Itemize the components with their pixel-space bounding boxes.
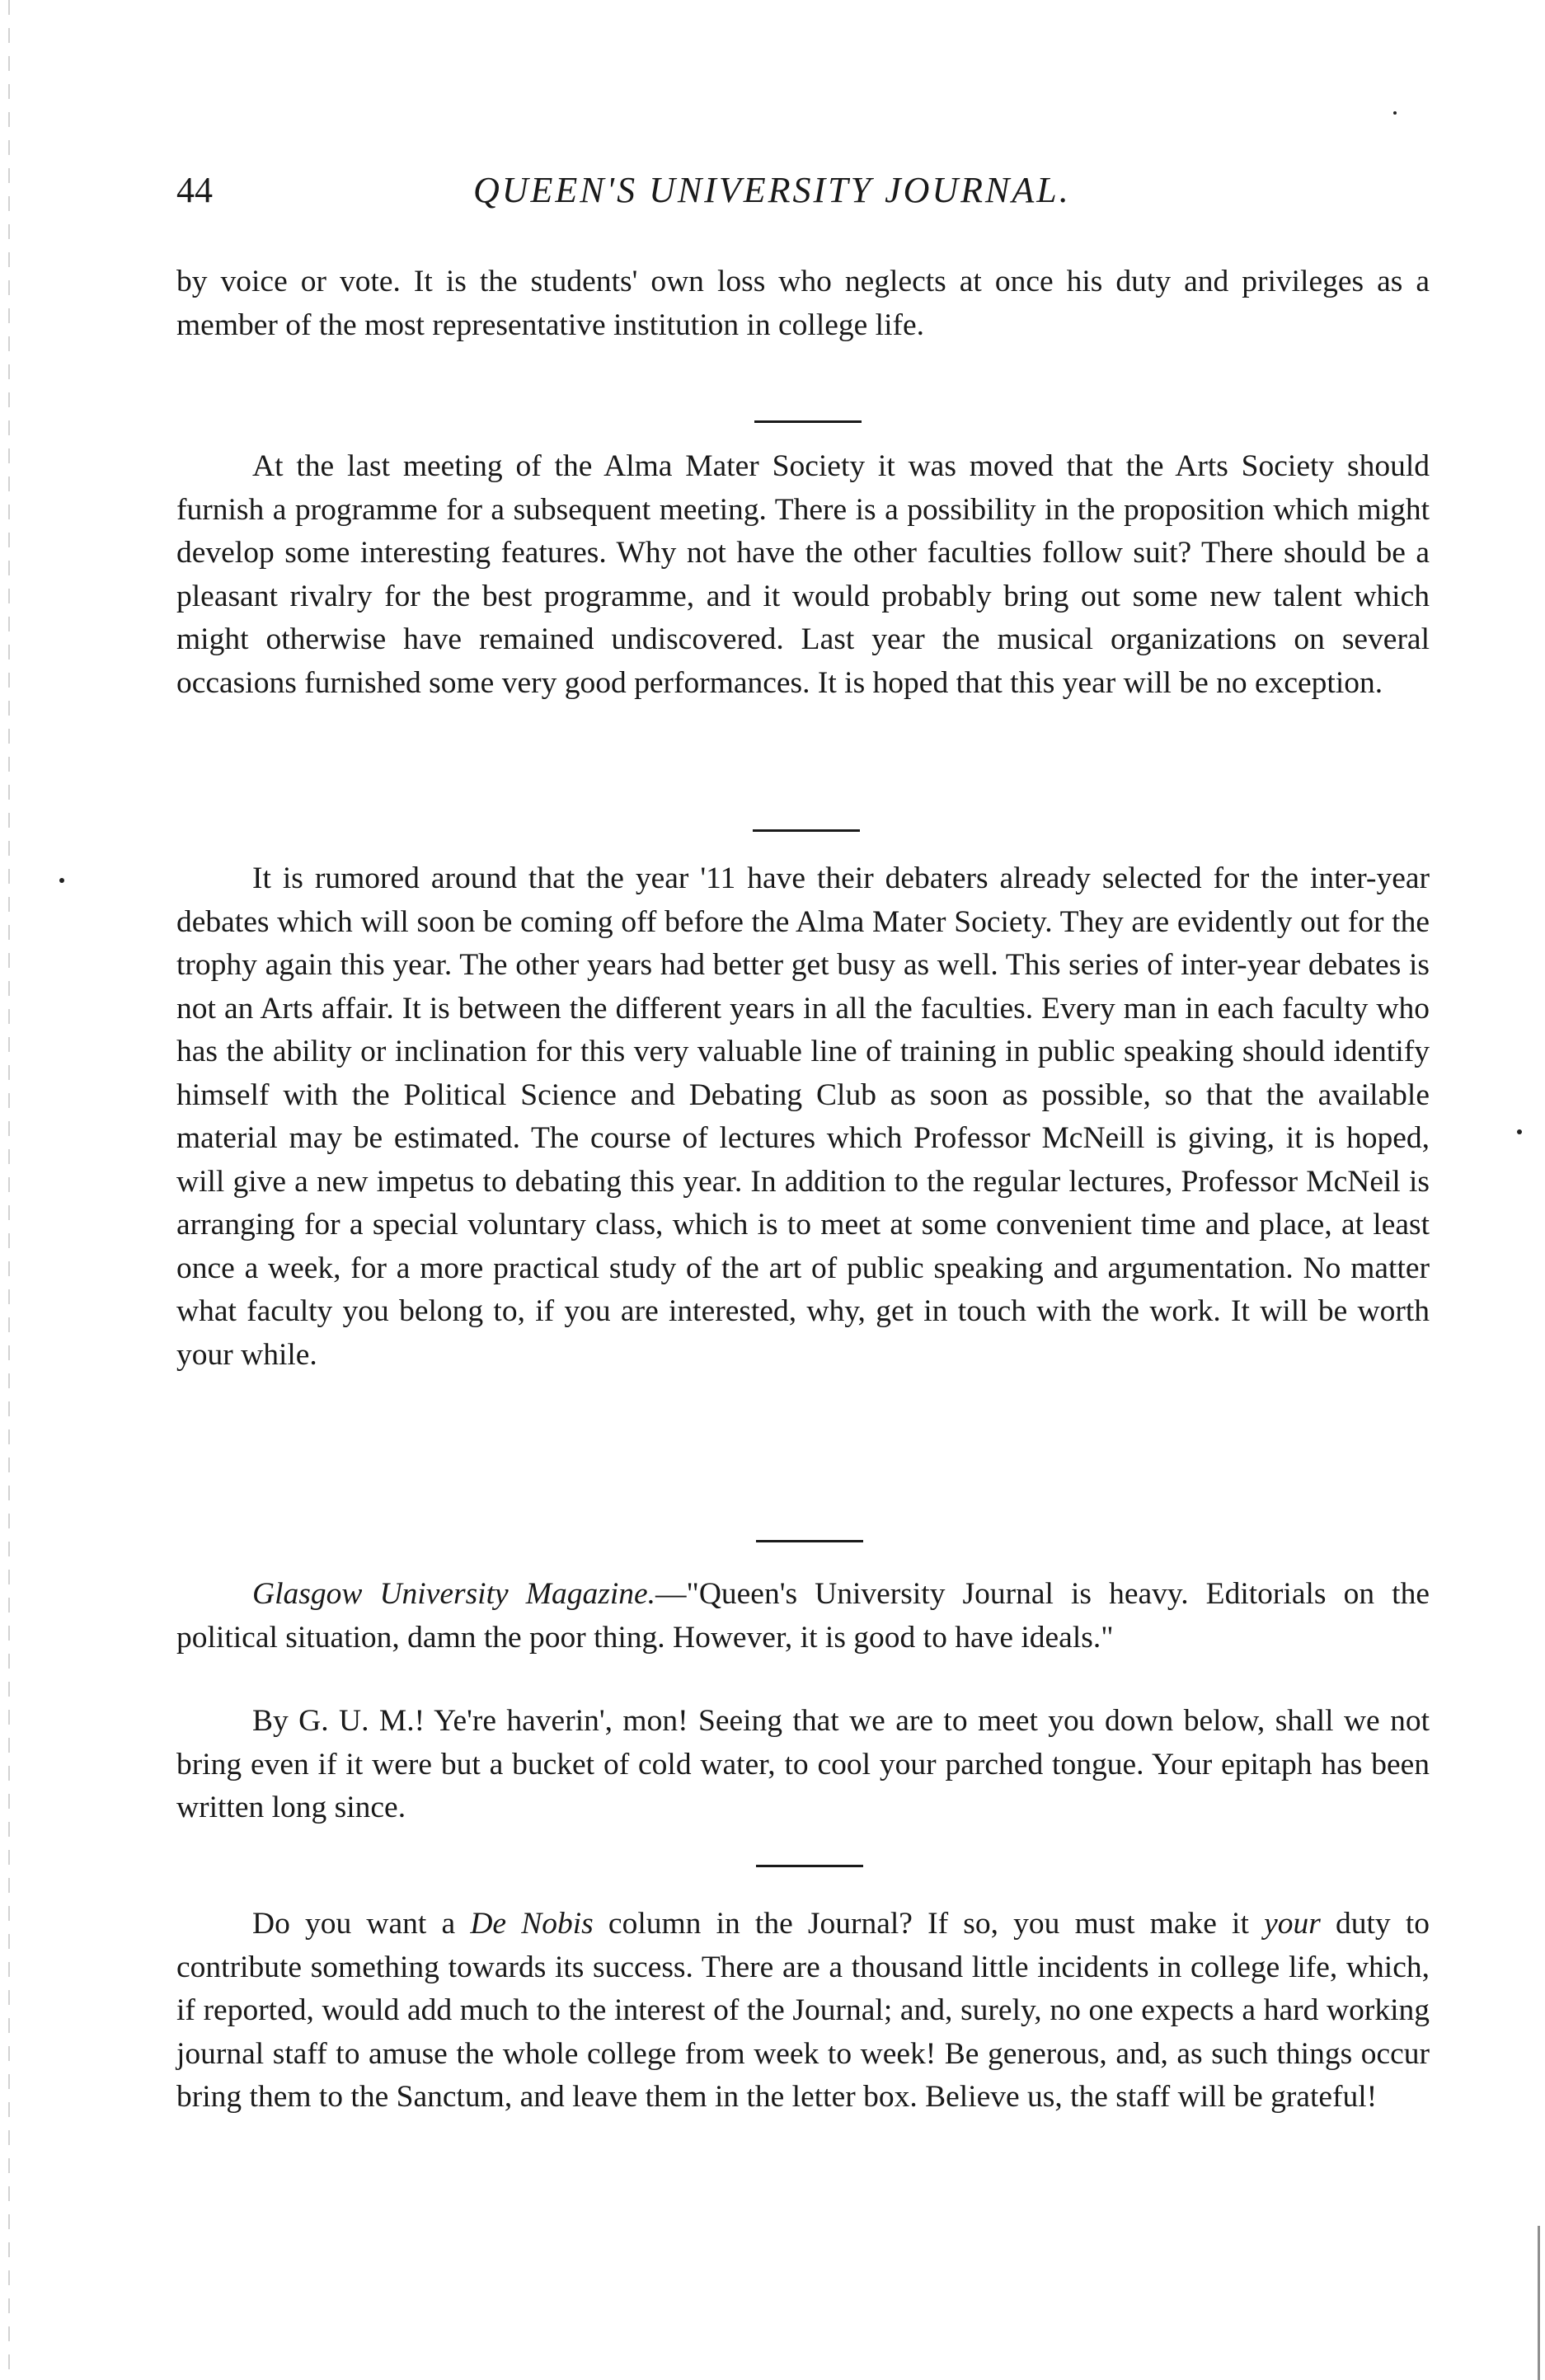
de-nobis-text-a: Do you want a [252, 1907, 471, 1941]
page-header [176, 169, 1430, 227]
your-emphasis: your [1264, 1907, 1321, 1941]
scan-speck [1517, 1129, 1522, 1134]
paragraph-de-nobis [176, 1903, 1430, 2119]
running-title: QUEEN'S UNIVERSITY JOURNAL. [473, 170, 1071, 210]
paragraph-reply: By G. U. M.! Ye're haverin', mon! Seeing that we are to meet you down below, shall we not bring even if it were but a bucket of cold water, to cool your parched tongue. Your epitaph has been written long since. [176, 1704, 1430, 1824]
paragraph-debates: It is rumored around that the year '11 have their debaters already selected for the inter-year debates which will soon be coming off before the Alma Mater Society. They are evidently out for the trophy again this year. The other years had better get busy as well. This series of inter-year debates is not an Arts affair. It is between the different years in all the faculties. Every man in each faculty who has the ability or inclination for this very valuable line of training in public speaking should identify himself with the Political Science and Debating Club as soon as possible, so that the available material may be estimated. The course of lectures which Professor McNeill is giving, it is hoped, will give a new impetus to debating this year. In addition to the regular lectures, Professor McNeil is arranging for a special voluntary class, which is to meet at some convenient time and place, at least once a week, for a more practical study of the art of public speaking and argumentation. No matter what faculty you belong to, if you are interested, why, get in touch with the work. It will be worth your while. [176, 861, 1430, 1372]
section-divider [754, 420, 862, 423]
scan-speck [59, 878, 64, 883]
section-divider [756, 1540, 863, 1542]
page-number: 44 [176, 170, 213, 210]
paragraph-arts-society: At the last meeting of the Alma Mater Society it was moved that the Arts Society should furnish a programme for a subsequent meeting. There is a possibility in the proposition which might develop some interesting features. Why not have the other faculties follow suit? There should be a pleasant rivalry for the best programme, and it would probably bring out some new talent which might otherwise have remained undiscovered. Last year the musical organizations on several occasions furnished some very good performances. It is hoped that this year will be no exception. [176, 449, 1430, 700]
scan-speck [1393, 111, 1397, 115]
quote-text: —"Queen's University Journal is heavy. Editorials on the political situation, damn the poor thing. However, it is good to have ideals." [176, 1577, 1430, 1655]
paragraph-continuation: by voice or vote. It is the students' own loss who neglects at once his duty and privileges as a member of the most representative institution in college life. [176, 265, 1430, 342]
de-nobis-text-c: duty to contribute something towards its success. There are a thousand little incidents in college life, which, if reported, would add much to the interest of the Journal; and, surely, no one expects a hard working journal staff to amuse the whole college from week to week! Be generous, and, as such things occur bring them to the Sanctum, and leave them in the letter box. Believe us, the staff will be grateful! [176, 1907, 1430, 2114]
section-divider [753, 829, 860, 832]
section-divider [756, 1865, 863, 1867]
magazine-title: Glasgow University Magazine. [252, 1577, 656, 1611]
scan-edge [1538, 2226, 1540, 2380]
de-nobis-text-b: column in the Journal? If so, you must make it [593, 1907, 1265, 1941]
paragraph-glasgow-quote [176, 1573, 1430, 1659]
de-nobis-title: De Nobis [470, 1907, 594, 1941]
binding-edge [8, 0, 10, 2380]
